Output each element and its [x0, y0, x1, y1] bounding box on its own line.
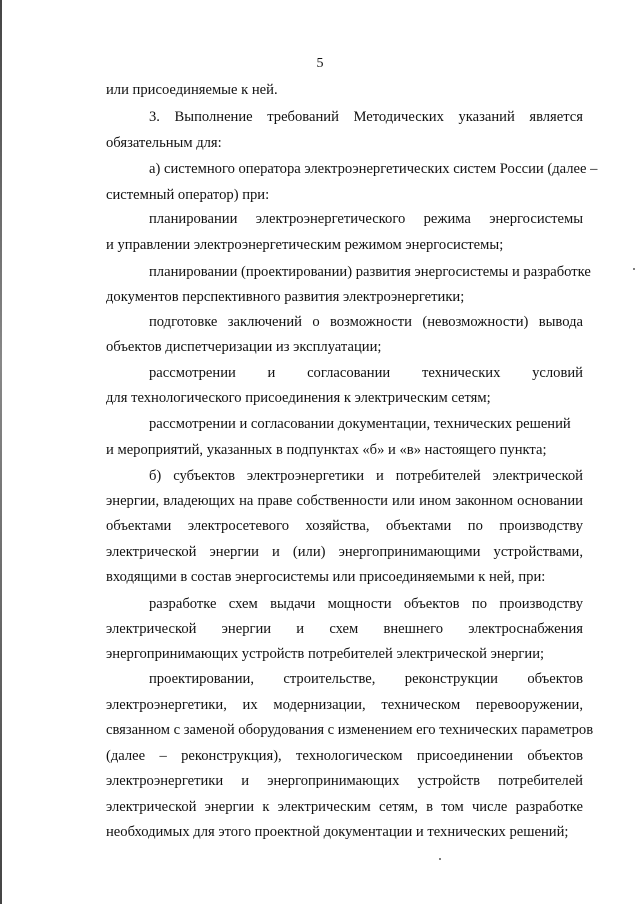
text-line: а) системного оператора электроэнергетических систем России (далее –: [149, 161, 598, 177]
text-line: системный оператор) при:: [106, 187, 270, 203]
text-line: объектов диспетчеризации из эксплуатации;: [106, 339, 382, 355]
text-line: рассмотрении и согласовании документации, технических решений: [149, 416, 571, 432]
text-line: документов перспективного развития электроэнергетики;: [106, 289, 465, 305]
text-line: электроэнергетики и энергопринимающих устройств потребителей: [106, 773, 583, 789]
text-line: или присоединяемые к ней.: [106, 82, 278, 98]
text-line: рассмотрении и согласовании технических условий: [149, 365, 583, 381]
text-line: подготовке заключений о возможности (невозможности) вывода: [149, 314, 583, 330]
text-line: планировании (проектировании) развития энергосистемы и разработке: [149, 264, 591, 280]
scan-speck: [633, 268, 635, 270]
text-line: для технологического присоединения к электрическим сетям;: [106, 390, 491, 406]
page-number: 5: [316, 56, 324, 71]
text-line: объектами электросетевого хозяйства, объектами по производству: [106, 518, 583, 534]
text-line: проектировании, строительстве, реконструкции объектов: [149, 671, 583, 687]
text-line: электроэнергетики, их модернизации, техническом перевооружении,: [106, 697, 583, 713]
text-line: электрической энергии и схем внешнего электроснабжения: [106, 621, 583, 637]
text-line: б) субъектов электроэнергетики и потребителей электрической: [149, 468, 583, 484]
text-line: планировании электроэнергетического режима энергосистемы: [149, 211, 583, 227]
text-line: входящими в состав энергосистемы или присоединяемыми к ней, при:: [106, 569, 546, 585]
text-line: и управлении электроэнергетическим режимом энергосистемы;: [106, 237, 504, 253]
text-line: и мероприятий, указанных в подпунктах «б» и «в» настоящего пункта;: [106, 442, 547, 458]
text-line: энергопринимающих устройств потребителей электрической энергии;: [106, 646, 545, 662]
scan-edge: [0, 0, 2, 904]
text-line: обязательным для:: [106, 135, 222, 151]
text-line: (далее – реконструкция), технологическом присоединении объектов: [106, 748, 583, 764]
text-line: разработке схем выдачи мощности объектов по производству: [149, 596, 583, 612]
text-line: связанном с заменой оборудования с изменением его технических параметров: [106, 722, 594, 738]
text-line: энергии, владеющих на праве собственности или ином законном основании: [106, 493, 583, 509]
text-line: необходимых для этого проектной документации и технических решений;: [106, 824, 569, 840]
text-line: 3. Выполнение требований Методических указаний является: [149, 109, 583, 125]
scan-speck: [439, 858, 441, 860]
text-line: электрической энергии и (или) энергопринимающими устройствами,: [106, 544, 583, 560]
text-line: электрической энергии к электрическим сетям, в том числе разработке: [106, 799, 583, 815]
